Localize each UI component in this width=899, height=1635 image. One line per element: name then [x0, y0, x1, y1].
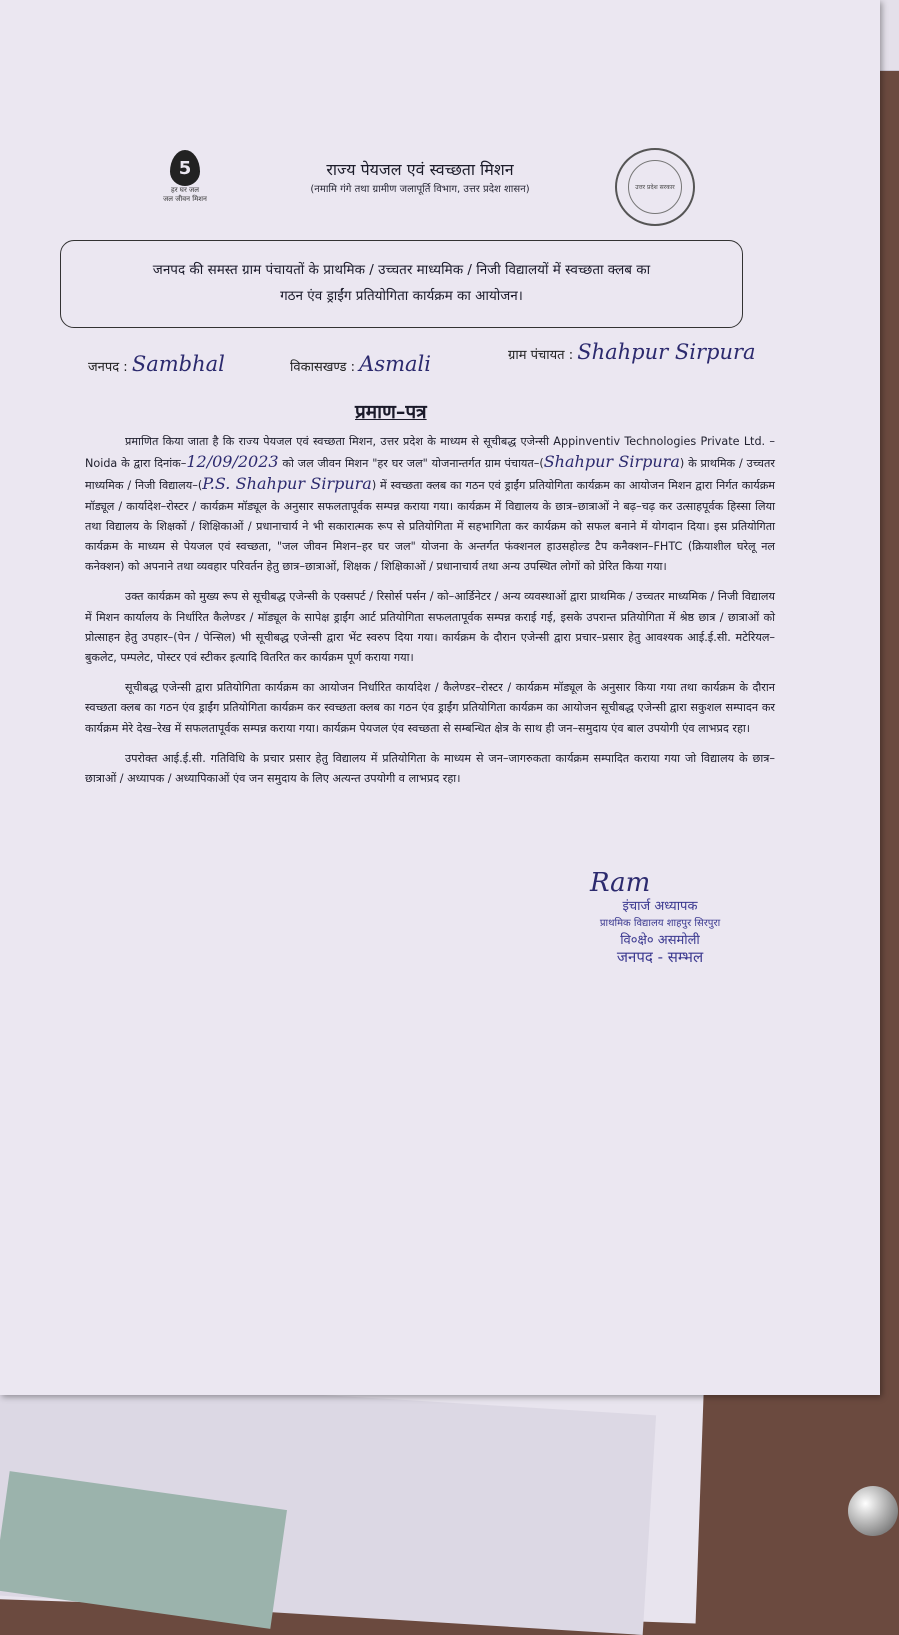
signature-scribble: Ram [590, 868, 651, 898]
metal-knob [848, 1486, 898, 1536]
panchayat-field [508, 340, 756, 364]
paragraph-3: सूचीबद्ध एजेन्सी द्वारा प्रतियोगिता कार्यक्रम का आयोजन निर्धारित कार्यादेश / कैलेण्डर–रोस्टर / कार्यक्रम मॉड्यूल के अनुसार किया गया तथा कार्यक्रम के दौरान स्वच्छता क्लब का गठन एंव ड्राईंग प्रतियोगिता कार्यक्रम कर स्वच्छता क्लब का गठन एंव ड्राईंग प्रतियोगिता कार्यक्रम का आयोजन सूचीबद्ध एजेन्सी द्वारा सकुशल सम्पादन कर कार्यक्रम मेरे देख–रेख में सफलतापूर्वक सम्पन्न कराया गया। कार्यक्रम पेयजल एंव स्वच्छता से सम्बन्धित क्षेत्र के साथ ही जन–समुदाय एंव बाल उपयोगी एंव लाभप्रद रहा। [85, 681, 775, 735]
up-government-emblem [615, 148, 695, 226]
block-field [290, 352, 431, 376]
water-drop-icon: 5 [170, 150, 200, 186]
paragraph-2: उक्त कार्यक्रम को मुख्य रूप से सूचीबद्ध एजेन्सी के एक्सपर्ट / रिसोर्स पर्सन / को–आर्डिनेटर / अन्य व्यवस्थाओं द्वारा प्राथमिक / उच्चतर माध्यमिक / निजी विद्यालय में मिशन कार्यालय के निर्धारित कैलेण्डर / मॉड्यूल के सापेक्ष ड्राईंग आर्ट प्रतियोगिता सफलतापूर्वक सम्पन्न कराई गई, इसके उपरान्त प्रतियोगिता में श्रेष्ठ छात्र / छात्राओं को प्रोत्साहन हेतु उपहार–(पेन / पेन्सिल) भी सूचीबद्ध एजेन्सी द्वारा भेंट स्वरुप दिया गया। कार्यक्रम के दौरान एजेन्सी द्वारा प्रचार–प्रसार हेतु आवश्यक आई.ई.सी. मटेरियल–बुकलेट, पम्पलेट, पोस्टर एवं स्टीकर इत्यादि वितरित कर कार्यक्रम पूर्ण कराया गया। [85, 590, 775, 665]
paragraph-4: उपरोक्त आई.ई.सी. गतिविधि के प्रचार प्रसार हेतु विद्यालय में प्रतियोगिता के माध्यम से जन–जागरुकता कार्यक्रम सम्पादित कराया गया जो विद्यालय के छात्र–छात्राओं / अध्यापक / अध्यापिकाओं एंव जन समुदाय के लिए अत्यन्त उपयोगी व लाभप्रद रहा। [85, 751, 775, 786]
certificate-title: प्रमाण–पत्र [355, 401, 427, 423]
panchayat-value: Shahpur Sirpura [577, 340, 756, 364]
certificate-body [85, 432, 775, 799]
org-title: राज्य पेयजल एवं स्वच्छता मिशन [326, 160, 514, 179]
signature-stamp [560, 868, 760, 966]
p1-text-c: ) के प्राथमिक / उच्चतर माध्यमिक / निजी विद्यालय–( [85, 457, 775, 493]
subject-line-1: जनपद की समस्त ग्राम पंचायतों के प्राथमिक / उच्चतर माध्यमिक / निजी विद्यालयों में स्वच्छता क्लब का [152, 262, 651, 278]
district-label: जनपद : [88, 360, 128, 375]
p1-text-b: को जल जीवन मिशन "हर घर जल" योजनान्तर्गत ग्राम पंचायत–( [278, 457, 544, 471]
logo-text-2: जल जीवन मिशन [163, 195, 207, 203]
emblem-icon [628, 160, 682, 214]
district-value: Sambhal [131, 352, 225, 376]
district-field [88, 352, 225, 376]
paragraph-1 [85, 432, 775, 577]
p1-text-a: प्रमाणित किया जाता है कि राज्य पेयजल एवं स्वच्छता मिशन, उत्तर प्रदेश के माध्यम से सूचीबद्ध एजेन्सी Appinventiv Technologies Private Ltd. – Noida के द्वारा दिनांक– [85, 435, 775, 471]
stamp-line-2: प्राथमिक विद्यालय शाहपुर सिरपुरा [599, 918, 721, 929]
stamp-line-3: वि०क्षे० असमोली [620, 933, 700, 948]
panchayat-handwritten: Shahpur Sirpura [543, 452, 680, 472]
stamp-line-1: इंचार्ज अध्यापक [622, 899, 698, 914]
p1-text-d: ) में स्वच्छता क्लब का गठन एवं ड्राईंग प्रतियोगिता कार्यक्रम का आयोजन मिशन द्वारा निर्गत कार्यक्रम मॉड्यूल / कार्यादेश–रोस्टर / कार्यक्रम मॉड्यूल के अनुसार सफलतापूर्वक सम्पन्न कराया गया। कार्यक्रम में विद्यालय के छात्र–छात्राओं ने बढ़–चढ़ कर उत्साहपूर्वक हिस्सा लिया तथा विद्यालय के शिक्षकों / शिक्षिकाओं / प्रधानाचार्य ने भी सकारात्मक रूप से प्रतियोगिता में सहभागिता कर कार्यक्रम को सफल बनाने में योगदान दिया। इस प्रतियोगिता कार्यक्रम के माध्यम से पेयजल एवं स्वच्छता, "जल जीवन मिशन–हर घर जल" योजना के अन्तर्गत फंक्शनल हाउसहोल्ड टैप कनैक्शन–FHTC (क्रियाशील घरेलू नल कनेक्शन) को अपनाने तथा व्यवहार परिवर्तन हेतु छात्र–छात्राओं, शिक्षक / शिक्षिकाओं / प्रधानाचार्य तथा अन्य उपस्थित लोगों को प्रेरित किया गया। [85, 479, 775, 574]
subject-line-2: गठन एंव ड्राईंग प्रतियोगिता कार्यक्रम का आयोजन। [280, 288, 523, 304]
stamp-line-4: जनपद - सम्भल [616, 948, 704, 966]
emblem-text: उत्तर प्रदेश सरकार [635, 184, 675, 191]
har-ghar-jal-logo [155, 150, 215, 225]
block-value: Asmali [359, 352, 431, 376]
block-label: विकासखण्ड : [290, 360, 356, 375]
program-date: 12/09/2023 [186, 452, 279, 472]
logo-text-1: हर घर जल [171, 186, 199, 194]
panchayat-label: ग्राम पंचायत : [508, 348, 574, 363]
school-handwritten: P.S. Shahpur Sirpura [202, 474, 372, 494]
subject-box [60, 240, 743, 328]
org-subtitle: (नमामि गंगे तथा ग्रामीण जलापूर्ति विभाग, उत्तर प्रदेश शासन) [310, 184, 530, 195]
